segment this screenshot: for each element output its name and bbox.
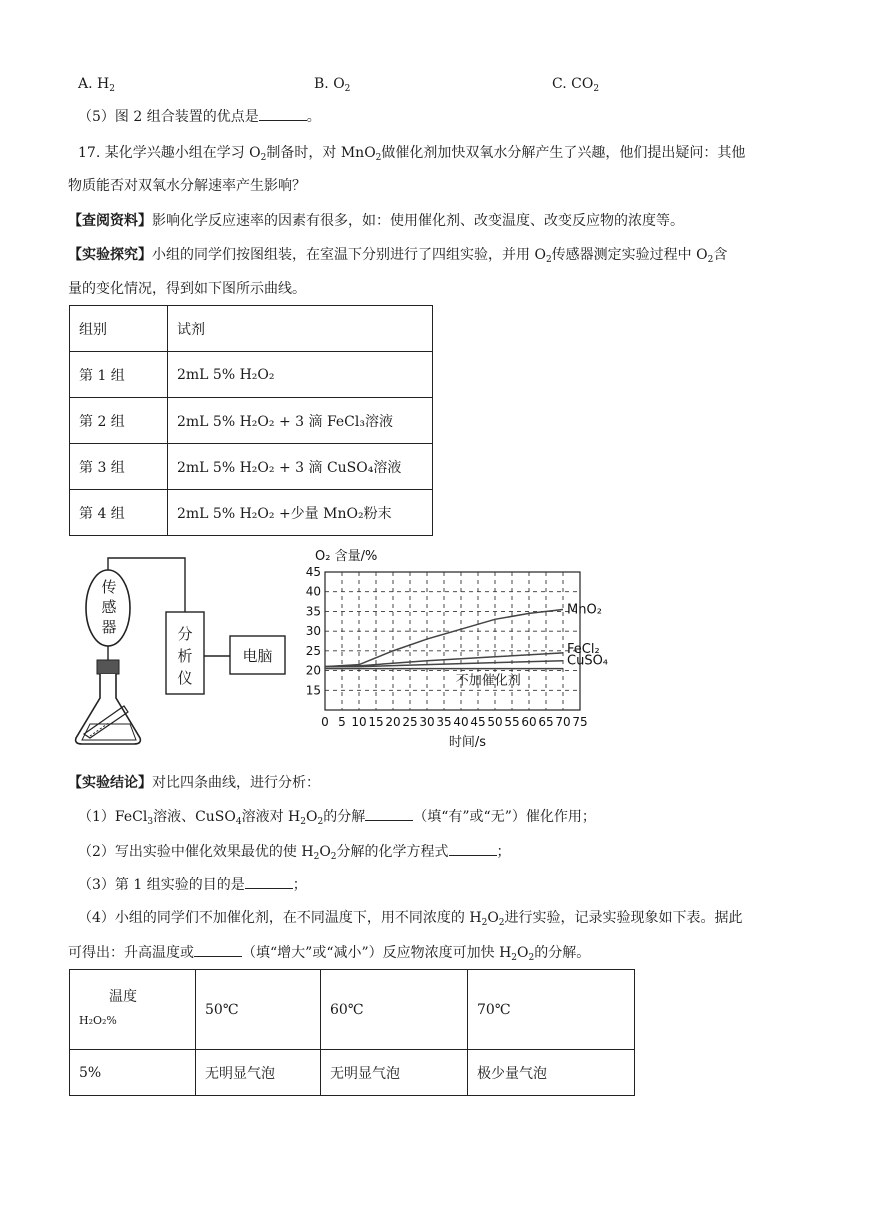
table-cell: 2mL 5% H₂O₂ <box>168 352 433 398</box>
y-tick-label: 25 <box>305 643 321 658</box>
table-cell: 第 1 组 <box>70 352 168 398</box>
table-header: 50℃ <box>196 970 321 1050</box>
table-cell: 无明显气泡 <box>321 1050 468 1096</box>
x-tick-label: 65 <box>538 715 554 729</box>
option-b: B. $O_2$ <box>314 76 351 94</box>
corner-top: 温度 <box>109 988 137 1005</box>
x-tick-label: 5 <box>338 715 346 729</box>
x-tick-label: 70 <box>555 715 571 729</box>
conclusion-1: （1）FeCl$_3$溶液、CuSO$_4$溶液对 $H_2O_2$的分解 （填“有”或“无”）催化作用； <box>78 806 596 832</box>
question-17-line2: 物质能否对双氧水分解速率产生影响？ <box>68 178 306 194</box>
x-tick-label: 55 <box>504 715 520 729</box>
x-tick-label: 45 <box>470 715 486 729</box>
question-17-line1: 17. 某化学兴趣小组在学习 $O_2$制备时，对 MnO$_2$做催化剂加快双氧水分解产生了兴趣，他们提出疑问：其他 <box>78 145 746 163</box>
explore-line1: 【实验探究】小组的同学们按图组装，在室温下分别进行了四组实验，并用 $O_2$传感器测定实验过程中 $O_2$含 <box>68 247 728 265</box>
y-tick-label: 15 <box>305 683 321 698</box>
answer-blank[interactable] <box>194 942 242 957</box>
table-cell: 2mL 5% H₂O₂ + 3 滴 FeCl₃溶液 <box>168 398 433 444</box>
x-tick-label: 75 <box>572 715 588 729</box>
y-tick-label: 20 <box>305 663 321 678</box>
o2-content-chart <box>295 540 645 762</box>
x-tick-label: 35 <box>436 715 452 729</box>
corner-bottom: H₂O₂% <box>79 1013 117 1027</box>
table-header: 试剂 <box>168 306 433 352</box>
series-label: MnO₂ <box>567 602 602 618</box>
x-tick-label: 10 <box>351 715 367 729</box>
y-tick-label: 30 <box>305 624 321 639</box>
reagent-table <box>69 305 433 536</box>
answer-blank[interactable] <box>259 106 307 121</box>
sensor-label: 传 感 器 <box>101 578 117 636</box>
answer-blank[interactable] <box>449 841 497 856</box>
explore-line2: 量的变化情况，得到如下图所示曲线。 <box>68 281 306 297</box>
temperature-table <box>69 969 635 1096</box>
table-cell: 5% <box>70 1050 196 1096</box>
stopper <box>97 660 119 674</box>
series-label: CuSO₄ <box>567 653 609 669</box>
conclusion-4-line2: 可得出：升高温度或 （填“增大”或“减小”）反应物浓度可加快 $H_2O_2$的分解。 <box>68 942 590 968</box>
x-tick-label: 25 <box>402 715 418 729</box>
option-c: C. $CO_2$ <box>552 76 600 94</box>
conclusion-heading: 【实验结论】对比四条曲线，进行分析： <box>68 775 320 791</box>
table-corner-cell <box>70 970 196 1050</box>
x-tick-label: 60 <box>521 715 537 729</box>
x-tick-label: 0 <box>321 715 329 729</box>
table-cell: 无明显气泡 <box>196 1050 321 1096</box>
x-tick-label: 50 <box>487 715 503 729</box>
option-a: A. $H_2$ <box>78 76 115 94</box>
question-5: （5）图 2 组合装置的优点是 。 <box>78 106 321 127</box>
table-cell: 第 3 组 <box>70 444 168 490</box>
table-cell: 极少量气泡 <box>468 1050 635 1096</box>
table-cell: 2mL 5% H₂O₂ +少量 MnO₂粉末 <box>168 490 433 536</box>
conclusion-3: （3）第 1 组实验的目的是 ； <box>78 874 307 895</box>
conclusion-2: （2）写出实验中催化效果最优的使 $H_2O_2$分解的化学方程式 ； <box>78 841 511 867</box>
answer-blank[interactable] <box>365 806 413 821</box>
y-axis-label: O₂ 含量/% <box>315 549 378 564</box>
answer-blank[interactable] <box>245 874 293 889</box>
table-header: 70℃ <box>468 970 635 1050</box>
x-tick-label: 15 <box>368 715 384 729</box>
x-tick-label: 30 <box>419 715 435 729</box>
series-label: FeCl₂ <box>567 641 600 657</box>
table-cell: 2mL 5% H₂O₂ + 3 滴 CuSO₄溶液 <box>168 444 433 490</box>
y-tick-label: 40 <box>305 584 321 599</box>
table-header: 60℃ <box>321 970 468 1050</box>
plot-frame <box>325 572 580 710</box>
computer-label: 电脑 <box>242 647 273 665</box>
table-cell: 第 2 组 <box>70 398 168 444</box>
series-label: 不加催化剂 <box>455 673 521 689</box>
analyzer-label: 分 析 仪 <box>177 625 193 687</box>
table-cell: 第 4 组 <box>70 490 168 536</box>
y-tick-label: 35 <box>305 604 321 619</box>
x-axis-label: 时间/s <box>448 735 487 750</box>
conclusion-4-line1: （4）小组的同学们不加催化剂，在不同温度下，用不同浓度的 $H_2O_2$进行实验，记录实验现象如下表。据此 <box>78 910 743 928</box>
x-tick-label: 20 <box>385 715 401 729</box>
x-tick-label: 40 <box>453 715 469 729</box>
table-header: 组别 <box>70 306 168 352</box>
reference-paragraph: 【查阅资料】影响化学反应速率的因素有很多，如：使用催化剂、改变温度、改变反应物的浓度等。 <box>68 213 684 229</box>
y-tick-label: 45 <box>305 565 321 579</box>
